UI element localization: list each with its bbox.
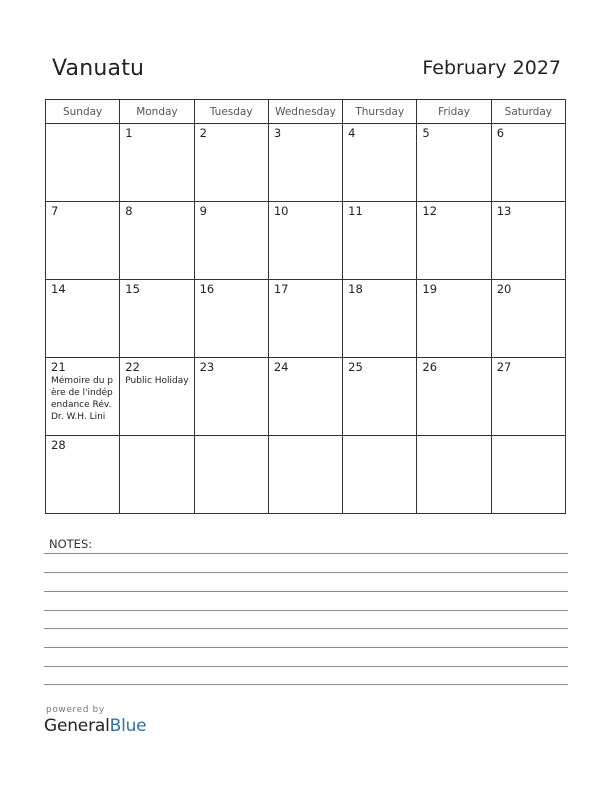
day-number: 12: [422, 204, 438, 218]
day-cell: [417, 436, 491, 514]
day-number: [269, 436, 342, 438]
day-number: 17: [273, 282, 289, 296]
day-cell: [343, 436, 417, 514]
day-number: 4: [348, 126, 356, 140]
day-number: [120, 436, 193, 438]
weekday-header: Monday: [120, 100, 194, 124]
day-cell: [491, 436, 565, 514]
calendar-week-row: [46, 436, 566, 514]
weekday-header: Wednesday: [268, 100, 342, 124]
day-number: 18: [348, 282, 363, 296]
day-number: 25: [348, 360, 363, 374]
day-cell: [46, 280, 120, 358]
note-line: [44, 572, 568, 573]
day-number: 27: [496, 360, 512, 374]
day-cell: [194, 280, 268, 358]
day-number: 2: [199, 126, 207, 140]
day-cell: [343, 124, 417, 202]
weekday-header: Tuesday: [194, 100, 268, 124]
weekday-header: Saturday: [491, 100, 565, 124]
day-number: [46, 124, 119, 126]
powered-by-text: powered by: [46, 705, 105, 715]
holiday-event: Public Holiday: [125, 376, 189, 386]
country-title: Vanuatu: [52, 56, 145, 81]
logo-blue-text: Blue: [109, 716, 147, 736]
day-cell: [194, 358, 268, 436]
weekday-header: Sunday: [46, 100, 120, 124]
day-cell: [194, 202, 268, 280]
day-cell: [194, 436, 268, 514]
day-number: 7: [51, 204, 59, 218]
generalblue-logo: [44, 716, 146, 736]
note-line: [44, 684, 568, 685]
calendar-week-row: [46, 124, 566, 202]
day-cell: [46, 436, 120, 514]
day-cell: [417, 280, 491, 358]
logo-general-text: General: [44, 716, 110, 736]
day-number: 11: [348, 204, 363, 218]
day-number: 23: [199, 360, 215, 374]
day-cell: [417, 124, 491, 202]
day-number: [492, 436, 565, 438]
note-line: [44, 591, 568, 592]
calendar-week-row: [46, 358, 566, 436]
day-cell: [343, 202, 417, 280]
day-cell: [46, 124, 120, 202]
day-cell: [343, 358, 417, 436]
day-cell: [491, 202, 565, 280]
day-cell: [268, 202, 342, 280]
day-cell: [120, 280, 194, 358]
day-number: 6: [496, 126, 505, 140]
note-line: [44, 553, 568, 554]
day-cell: [417, 202, 491, 280]
day-number: 8: [125, 204, 133, 218]
day-number: 19: [422, 282, 438, 296]
weekday-header: Thursday: [343, 100, 417, 124]
day-cell: [417, 358, 491, 436]
day-cell: [268, 280, 342, 358]
day-cell: [491, 280, 565, 358]
day-cell: [46, 202, 120, 280]
day-number: 20: [496, 282, 512, 296]
day-cell: [268, 358, 342, 436]
day-number: 1: [125, 126, 133, 140]
weekday-header: Friday: [417, 100, 491, 124]
day-cell: [268, 436, 342, 514]
day-cell: [268, 124, 342, 202]
weekday-header-row: [46, 100, 566, 124]
note-line: [44, 628, 568, 629]
notes-label: NOTES:: [49, 537, 93, 551]
calendar-week-row: [46, 202, 566, 280]
day-number: [195, 436, 268, 438]
day-number: 21: [51, 360, 66, 374]
day-number: 24: [273, 360, 289, 374]
day-number: 3: [273, 126, 282, 140]
day-number: [343, 436, 416, 438]
day-cell: [343, 280, 417, 358]
day-cell: [194, 124, 268, 202]
month-year-title: February 2027: [422, 57, 561, 79]
calendar-week-row: [46, 280, 566, 358]
day-number: 5: [422, 126, 430, 140]
day-number: 16: [199, 282, 215, 296]
day-number: 28: [51, 438, 66, 452]
day-cell: [491, 358, 565, 436]
note-line: [44, 666, 568, 667]
day-cell: [491, 124, 565, 202]
day-number: [417, 436, 490, 438]
day-cell: [120, 202, 194, 280]
day-number: 26: [422, 360, 438, 374]
day-number: 10: [273, 204, 289, 218]
day-number: 9: [199, 204, 207, 218]
note-line: [44, 610, 568, 611]
note-line: [44, 647, 568, 648]
calendar-grid: [45, 99, 566, 514]
holiday-event: Mémoire du père de l'indépendance Rév. Dr. W.H. Lini: [51, 376, 113, 422]
day-cell: [46, 358, 120, 436]
day-number: 22: [125, 360, 140, 374]
day-number: 13: [496, 204, 512, 218]
day-cell: [120, 124, 194, 202]
day-number: 14: [51, 282, 66, 296]
day-cell: [120, 436, 194, 514]
day-number: 15: [125, 282, 140, 296]
day-cell: [120, 358, 194, 436]
